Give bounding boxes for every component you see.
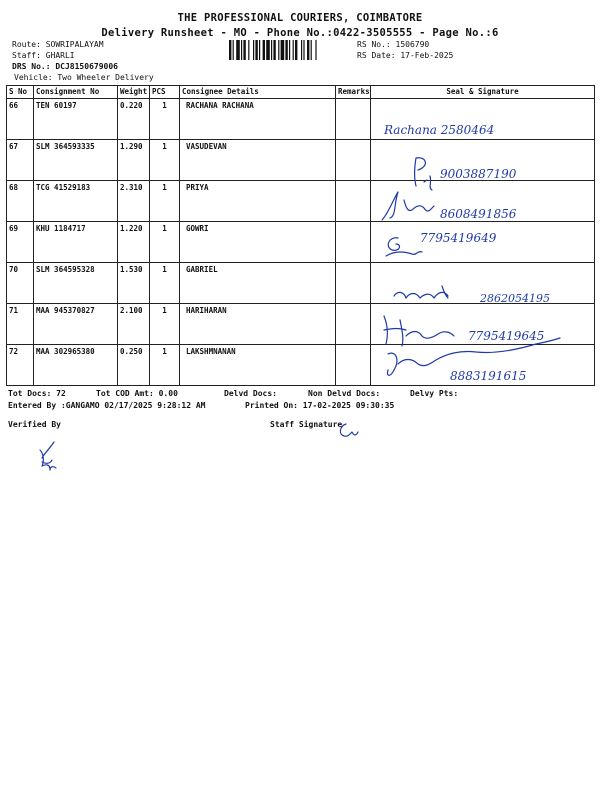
cell-consignment: TCG 41529183 [34, 181, 118, 222]
barcode-bar [311, 40, 312, 60]
cell-sno: 70 [7, 263, 34, 304]
cell-pcs: 1 [150, 263, 180, 304]
cell-consignment: SLM 364595328 [34, 263, 118, 304]
handwriting-row69: 7795419649 [420, 231, 497, 245]
cell-sno: 66 [7, 99, 34, 140]
cell-pcs: 1 [150, 345, 180, 386]
barcode-bar [233, 40, 234, 60]
cell-remarks [336, 263, 371, 304]
cell-pcs: 1 [150, 140, 180, 181]
handwritten-signatures [380, 118, 580, 388]
barcode-bar [243, 40, 245, 60]
barcode-bar [315, 40, 316, 60]
staff-label: Staff: GHARLI [12, 51, 75, 60]
barcode-image [228, 40, 346, 60]
scribble-row69 [386, 238, 422, 256]
barcode-bar [253, 40, 254, 60]
company-title: THE PROFESSIONAL COURIERS, COIMBATORE [177, 12, 423, 24]
handwriting-row68: 8608491856 [440, 207, 517, 221]
cell-weight: 0.250 [118, 345, 150, 386]
cell-sno: 72 [7, 345, 34, 386]
barcode-bar [263, 40, 265, 60]
cell-remarks [336, 304, 371, 345]
barcode-bar [293, 40, 294, 60]
cell-pcs: 1 [150, 222, 180, 263]
barcode-bar [236, 40, 240, 60]
barcode-bar [273, 40, 275, 60]
cell-weight: 1.290 [118, 140, 150, 181]
cell-consignment: MAA 302965380 [34, 345, 118, 386]
cell-remarks [336, 222, 371, 263]
total-docs: Tot Docs: 72 [8, 389, 66, 398]
rs-number: RS No.: 1506790 [357, 40, 430, 49]
verified-by-scribble [36, 440, 66, 474]
barcode-bar [271, 40, 272, 60]
total-cod-amount: Tot COD Amt: 0.00 [96, 389, 178, 398]
cell-weight: 2.310 [118, 181, 150, 222]
barcode-bar [307, 40, 309, 60]
handwriting-row67: 9003887190 [440, 167, 517, 181]
col-header-sno: S No [7, 86, 34, 99]
cell-remarks [336, 345, 371, 386]
handwriting-row72: 8883191615 [450, 369, 527, 383]
col-header-remarks: Remarks [336, 86, 371, 99]
staff-signature-label: Staff Signature [270, 420, 343, 429]
barcode-bar [289, 40, 290, 60]
cell-remarks [336, 99, 371, 140]
cell-consignee: VASUDEVAN [180, 140, 336, 181]
cell-consignee: GOWRI [180, 222, 336, 263]
cell-consignment: KHU 1184717 [34, 222, 118, 263]
col-header-weight: Weight [118, 86, 150, 99]
delivery-points: Delvy Pts: [410, 389, 459, 398]
cell-sno: 68 [7, 181, 34, 222]
cell-consignee: RACHANA RACHANA [180, 99, 336, 140]
cell-consignee: LAKSHMNANAN [180, 345, 336, 386]
barcode-bar [241, 40, 242, 60]
cell-sno: 71 [7, 304, 34, 345]
rs-date: RS Date: 17-Feb-2025 [357, 51, 454, 60]
route-label: Route: SOWRIPALAYAM [12, 40, 104, 49]
barcode-bar [301, 40, 302, 60]
drs-number: DRS No.: DCJ8150679006 [12, 62, 118, 71]
cell-weight: 1.220 [118, 222, 150, 263]
staff-signature-scribble [334, 416, 364, 442]
cell-weight: 0.220 [118, 99, 150, 140]
cell-pcs: 1 [150, 99, 180, 140]
cell-consignment: TEN 60197 [34, 99, 118, 140]
barcode-bar [259, 40, 260, 60]
cell-consignee: GABRIEL [180, 263, 336, 304]
cell-weight: 2.100 [118, 304, 150, 345]
cell-weight: 1.530 [118, 263, 150, 304]
col-header-seal: Seal & Signature [371, 86, 595, 99]
cell-remarks [336, 140, 371, 181]
verified-by-label: Verified By [8, 420, 61, 429]
cell-consignee: HARIHARAN [180, 304, 336, 345]
barcode-bar [278, 40, 279, 60]
printed-on: Printed On: 17-02-2025 09:30:35 [245, 401, 395, 410]
barcode-bar [295, 40, 297, 60]
scribble-row70 [394, 286, 448, 298]
barcode-bar [248, 40, 249, 60]
barcode-bar [229, 40, 231, 60]
scribble-row68 [382, 192, 434, 220]
col-header-pcs: PCS [150, 86, 180, 99]
entered-by: Entered By :GANGAMO 02/17/2025 9:28:12 AM [8, 401, 206, 410]
vehicle-label: Vehicle: Two Wheeler Delivery [14, 73, 154, 82]
handwriting-row70: 2862054195 [480, 292, 550, 305]
cell-sno: 69 [7, 222, 34, 263]
barcode-bar [285, 40, 287, 60]
non-delivered-docs: Non Delvd Docs: [308, 389, 381, 398]
table-header-row [7, 86, 595, 99]
cell-pcs: 1 [150, 304, 180, 345]
handwriting-row66: Rachana 2580464 [384, 123, 495, 137]
scribble-row67 [415, 158, 433, 190]
col-header-consignment: Consignment No [34, 86, 118, 99]
delivered-docs: Delvd Docs: [224, 389, 277, 398]
cell-consignee: PRIYA [180, 181, 336, 222]
cell-consignment: MAA 945370827 [34, 304, 118, 345]
cell-remarks [336, 181, 371, 222]
col-header-consignee: Consignee Details [180, 86, 336, 99]
barcode-bar [281, 40, 285, 60]
barcode-bar [255, 40, 257, 60]
runsheet-subtitle: Delivery Runsheet - MO - Phone No.:0422-3505555 - Page No.:6 [101, 27, 499, 39]
scribble-row71 [384, 316, 454, 346]
handwriting-row71: 7795419645 [468, 329, 545, 343]
barcode-bar [303, 40, 304, 60]
barcode-bar [266, 40, 270, 60]
cell-consignment: SLM 364593335 [34, 140, 118, 181]
cell-sno: 67 [7, 140, 34, 181]
cell-pcs: 1 [150, 181, 180, 222]
